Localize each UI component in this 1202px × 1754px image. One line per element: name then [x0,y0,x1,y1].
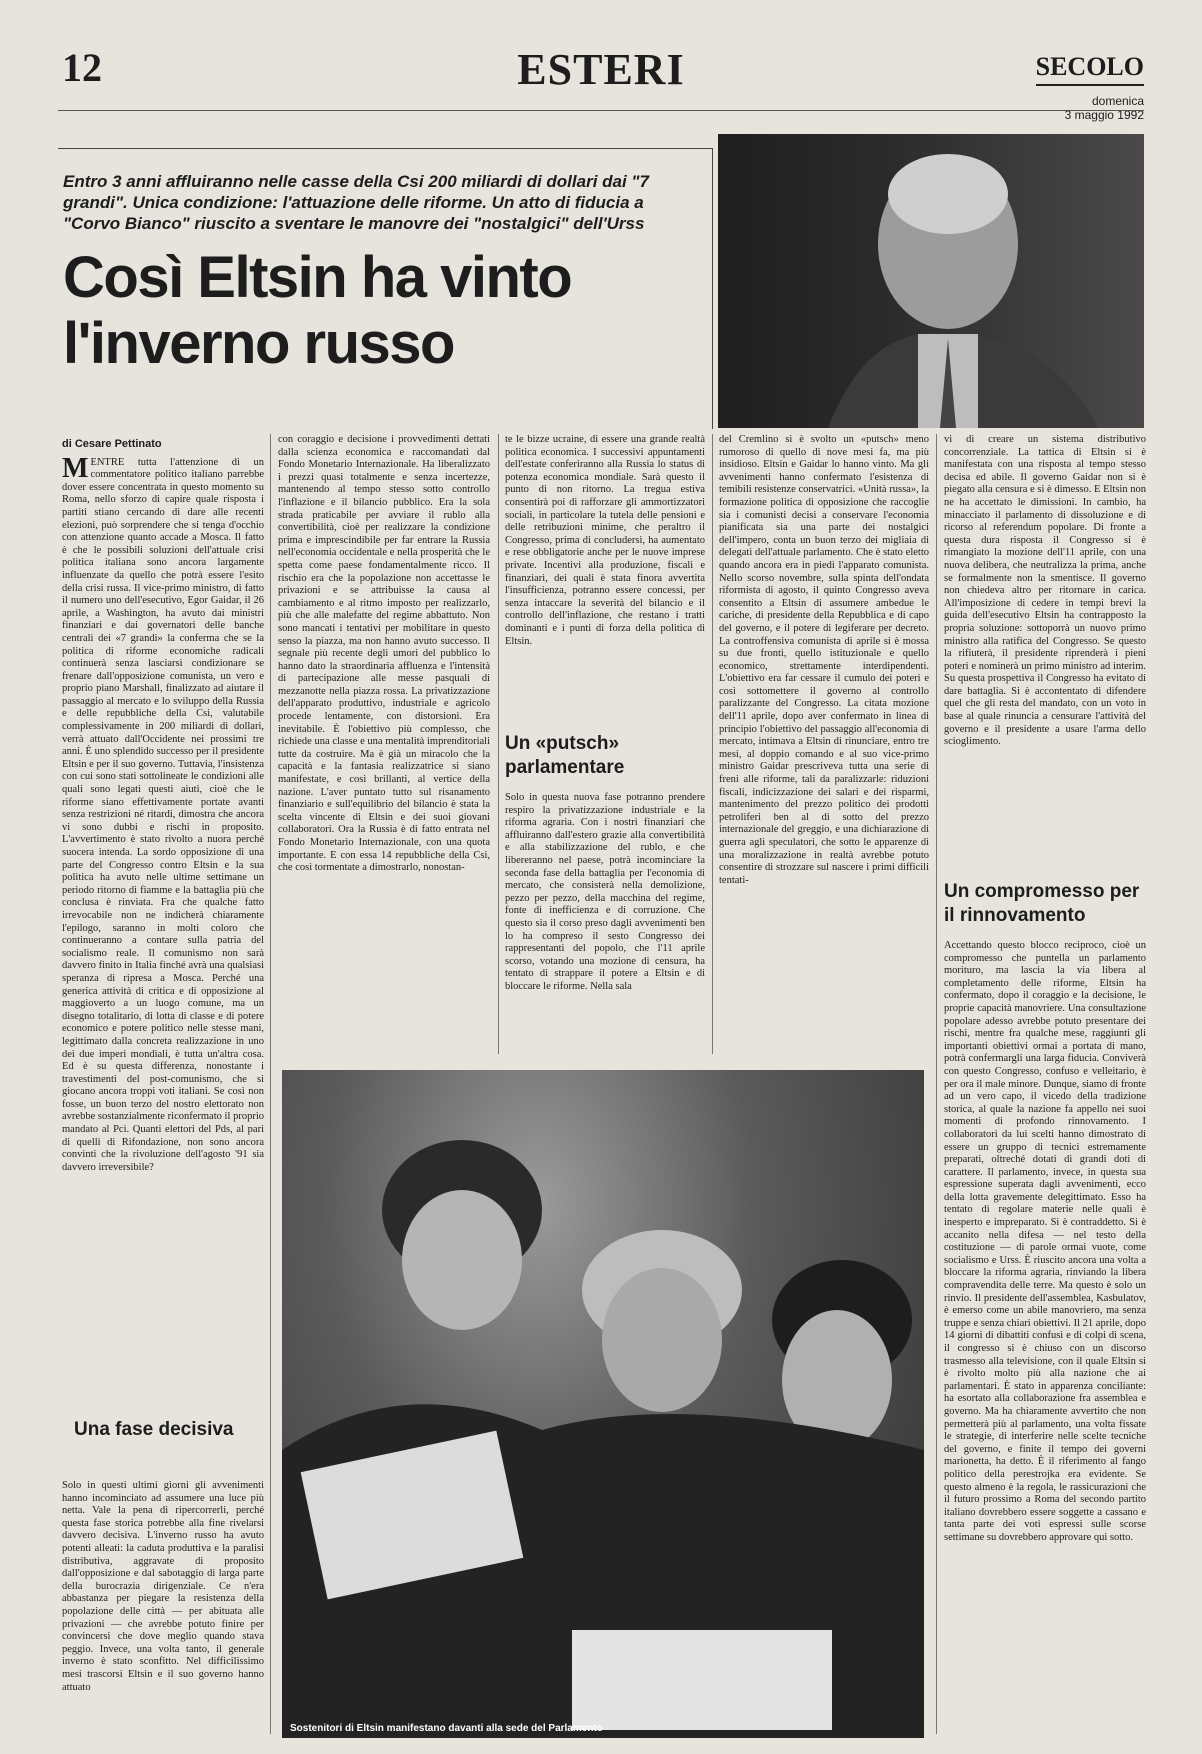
article-column-1b: Solo in questi ultimi giorni gli avvenimenti hanno incominciato ad assumere una luce più netta. Vale la pena di ripercorrerli, perché questa fase storica potrebbe alla fine rivelarsi davvero decisiva. L'inverno russo ha avuto potenti alleati: la caduta produttiva e la paralisi distributiva, aggravate di proposito dall'opposizione e dal sabotaggio di larga parte della burocrazia dirigenziale. Ce n'era abbastanza per piegare la resistenza della popolazione delle città — per abituata alle privazioni — che avrebbe potuto finire per convincersi che dove meglio quando stava peggio. Invece, una volta tanto, il generale inverno è stato sconfitto. Nel difficilissimo mesi trascorsi Eltsin e il suo governo hanno attuato [62,1480,264,1693]
column-rule [498,434,499,1054]
crowd-photo-caption: Sostenitori di Eltsin manifestano davanti alla sede del Parlamento [290,1723,603,1734]
subhead-putsch-parlamentare: Un «putsch» parlamentare [505,733,625,778]
subhead-una-fase-decisiva: Una fase decisiva [74,1419,234,1440]
column-rule [936,434,937,1734]
masthead [1036,52,1144,122]
page-number: 12 [62,45,102,90]
newspaper-logo: SECOLO [1036,52,1144,86]
article-headline [63,245,703,377]
headline-line-1: Così Eltsin ha vinto [63,245,572,310]
issue-day: domenica [1091,94,1144,108]
article-column-1 [62,438,264,1358]
article-column-3: te le bizze ucraine, di essere una grande realtà politica economica. I successivi appuntamenti dell'estate conferiranno alla Russia lo status di potenza economica mondiale. Sarà questo il punto di non ritorno. La tregua estiva consentirà poi di rafforzare gli ammortizzatori sociali, in particolare la tutela delle pensioni e delle retribuzioni minime, che peraltro il Congresso, prima di concludersi, ha aumentato e rese obbligatorie anche per le nuove imprese private. Incentivi alla produzione, fiscali e finanziari, dei quali è stata finora avvertita l'insufficienza, potranno essere concessi, per senza intaccare la severità del bilancio e il controllo dell'inflazione, che restano i tratti dominanti e i punti di forza della politica di Eltsin. [505,434,705,647]
lead-box [58,148,713,429]
eltsin-photo [718,134,1144,428]
headline-line-2: l'inverno russo [63,311,454,376]
section-title: ESTERI [517,45,685,94]
article-kicker: Entro 3 anni affluiranno nelle casse della Csi 200 miliardi di dollari dai "7 grandi". Unica condizione: l'attuazione delle riforme. Un atto di fiducia a "Corvo Bianco" riuscito a sventare le manovre dei "nostalgici" dell'Urss [63,172,649,233]
column-rule [270,434,271,1734]
subhead-compromesso: Un compromesso per il rinnovamento [944,881,1140,926]
article-column-4: del Cremlino si è svolto un «putsch» meno rumoroso di quello di nove mesi fa, ma più insidioso. Eltsin e Gaidar lo hanno vinto. Ma gli avvenimenti hanno confermato l'esistenza di temibili resistenze conservatrici. «Unità russa», la formazione politica di opposizione che raccoglie sia i comunisti decisi a conservare l'economia pianificata sia una parte dei nostalgici dell'impero, conta un buon terzo dei migliaia di delegati dell'attuale parlamento. Che è stato eletto quando ancora era in piedi l'apparato comunista. Nello scorso novembre, sulla spinta dell'ondata riformista di agosto, il quinto Congresso aveva consentito a Eltsin di assumere ambedue le cariche, di presidente della Repubblica e di capo del governo, e il potere di legiferare per decreto. La controffensiva comunista di aprile si è mossa su due fronti, quello istituzionale e quello economico, strettamente interdipendenti. L'obiettivo era far cessare il cumulo dei poteri e così sottomettere il governo al controllo paralizzante del Congresso. La citata mozione dell'11 aprile, dopo aver confermato in linea di principio l'obiettivo del passaggio all'economia di mercato, intimava a Eltsin di rinunciare, entro tre mesi, al doppio comando e al suo vice-primo ministro Gaidar prescriveva tutta una serie di freni alle riforme, tali da paralizzarle: riduzioni fiscali, indicizzazione dei salari e dei risparmi, mantenimento del prezzo politico dei prodotti petroliferi ben al di sotto del prezzo internazionale del greggio, e una dichiarazione di guerra agli speculatori, che sotto le apparenze di una moralizzazione in realtà avrebbe potuto consentire di strozzare sul nascere i primi difficili tentati- [719,434,929,886]
article-column-2: con coraggio e decisione i provvedimenti dettati dalla scienza economica e raccomandati dal Fondo Monetario Internazionale. Ha liberalizzato i prezzi quasi totalmente e senza incertezze, mantenendo al tempo stesso sotto controllo l'inflazione e il bilancio pubblico. Era la sola strada praticabile per avviare il rublo alla convertibilità, cioè per realizzare la condizione prima e imprescindibile per far entrare la Russia nell'economia occidentale e nella prosperità che le spetta come paese fondamentalmente ricco. Il rischio era che la popolazione non accettasse le privazioni e se attribuisse la causa al cambiamento e al ritmo imposto per realizzarlo, più che alle malefatte del regime abbattuto. Non sono mancati i tentativi per mobilitare in questo senso la piazza, ma non hanno avuto successo. Il segnale più recente degli umori del pubblico lo hanno dato la straordinaria affluenza e l'intensità di partecipazione alle messe pasquali di mezzanotte nella piazza rossa. La privatizzazione dell'apparato produttivo, industriale e agricolo procede lentamente, con distorsioni. Era inevitabile. È l'obiettivo più complesso, che richiede una classe e una mentalità imprenditoriali tutte da costruire. Ma è già un miracolo che la capacità e la fantasia realizzatrice si siano manifestate, e così brillanti, al vertice della nazione. L'aver puntato tutto sul risanamento finanziario e sull'equilibrio del bilancio è stata la scelta vincente di Eltsin e dei suoi giovani collaboratori. Ora la Russia è di fatto entrata nel Fondo Monetario Internazionale, con una quota importante. E con essa 14 repubbliche della Csi, che così tormentate a dimostrarlo, nonostan- [278,434,490,874]
dropcap: M [62,452,89,484]
crowd-photo [282,1070,924,1738]
article-column-5: vi di creare un sistema distributivo concorrenziale. La tattica di Eltsin si è manifestata con una risposta al tempo stesso decisa ed abile. Il governo Gaidar non si è piegato alla censura e si è dimesso. E Eltsin non ne ha accettato le dimissioni. In cambio, ha minacciato il parlamento di dissoluzione e di ricorso al referendum popolare. Di fronte a questa dura risposta il Congresso si è rimangiato la mozione dell'11 aprile, con una nuova delibera, che neutralizza la prima, anche se formalmente non la smentisce. Il governo non chiedeva altro per ritornare in carica. All'imposizione di cedere in tempi brevi la guida dell'esecutivo Eltsin ha contrapposto la propria soluzione: sottoporrà un nuovo primo ministro alla ratifica del Congresso. Se questo la rifiuterà, il presidente riprenderà i pieni poteri e nominerà un primo ministro ad interim. Su questa prospettiva il Congresso ha evitato di dare battaglia. Si è accontentato di difendere quel che gli resta del mandato, con un voto in base al quale rinuncia a censurare l'attività del governo e il presidente a usare l'arma dello scioglimento. [944,434,1146,748]
article-column-3b: Solo in questa nuova fase potranno prendere respiro la privatizzazione industriale e la riforma agraria. Con i nostri finanziari che affluiranno dall'estero grazie alla convertibilità e alla stabilizzazione del rublo, e che libereranno nel paese, potrà incominciare la seconda fase della battaglia per l'economia di mercato, che consisterà nella demolizione, pezzo per pezzo, della macchina del regime, fonte di inefficienza e di corruzione. Che questo sia il corso preso dagli avvenimenti ben lo ha compreso il sesto Congresso dei rappresentanti del popolo, che l'11 aprile scorso, votando una mozione di censura, ha tentato di strappare il potere a Eltsin e di bloccare le riforme. Nella sala [505,792,705,992]
eltsin-photo-image [718,134,1144,428]
article-column-5b: Accettando questo blocco reciproco, cioè un compromesso che puntella un parlamento morituro, ma lascia la via libera al completamento delle riforme, Eltsin ha confermato, dopo il coraggio e la decisione, le proprie capacità manovriere. Una consultazione popolare adesso avrebbe potuto presentare dei rischi, mentre fra qualche mese, raggiunti gli importanti obiettivi ormai a portata di mano, potrà confermargli una larga fiducia. Conviverà con questo Congresso, confuso e velleitario, è per ora il male minore. Dunque, siamo di fronte ad un vero capo, il vicedo della tradizione storica, al quale la nazione fa appello nei suoi momenti di profondo rinnovamento. I collaboratori da lui scelti hanno dimostrato di essere un gruppo di tecnici estremamente preparati, oltreché dotati di grandi doti di carattere. Il parlamento, invece, in questa sua espressione superata dagli avvenimenti, ecco della lotta gravemente delegittimato. Esso ha tentato di regolare materie nelle quali è inesperto e impreparato. Si è contraddetto. Si è accanito nella difesa — nel testo della costituzione — di parole ormai vuote, come socialismo e Urss. È riuscito ancora una volta a bloccare la riforma agraria, rinviando la libera compravendita delle terre. Ma questo è solo un rinvio. Il presidente dell'assemblea, Kasbulatov, è emerso come un abile manovriero, ma senza truppe e senza chiari obiettivi. Il 21 aprile, dopo 14 giorni di dibattiti confusi e di colpi di scena, il congresso si è chiuso con un discorso trasmesso alla televisione, con il quale Eltsin si è rivolto molto più alla nazione che ai parlamentari. È stato in apparenza conciliante: ha esortato alla collaborazione fra assemblea e governo. Ma ha chiaramente avvertito che non permetterà più al parlamento, una volta fissate le strategie, di interferire nelle scelte tecniche del governo, e finite il tempo dei governi marionetta, ha detto. È il riferimento al fango politico della perestrojka era evidente. Se questo almeno è la regola, le rassicurazioni che il futuro prossimo a Roma del secondo partito italiano dovrebbero essere soggette a cassano e tanta parte dei voti espressi sulle scorse settimane su dovrebbero approvare qui sotto. [944,940,1146,1543]
column-rule [712,434,713,1054]
crowd-photo-image [282,1070,924,1738]
column-1-text: ENTRE tutta l'attenzione di un commentatore politico italiano parrebbe dover essere concentrata in questo momento su Roma, nello sforzo di capire quale risposta i partiti stiano cercando di dare alle recenti elezioni, può sorprendere che si tenga d'occhio con attenzione quanto accade a Mosca. Il fatto è che le possibili soluzioni dell'attuale crisi politica italiana sono ancora largamente influenzate da quello che potrà essere l'esito della crisi russa. Il vice-primo ministro, di fatto il numero uno dell'esecutivo, Egor Gaidar, il 26 aprile, a Washington, ha avuto dai ministri finanziari e dai governatori delle banche centrali dei «7 grandi» la conferma che se la politica di riforme economiche radicali continuerà senza lasciarsi condizionare se frenare dall'opposizione comunista, un vero e proprio piano Marshall, finalizzato ad aiutare il passaggio al mercato e lo sviluppo della Russia e delle repubbliche della Csi, valutabile complessivamente in 200 miliardi di dollari, verrà attuato dall'Occidente nei prossimi tre anni. È uno splendido successo per il presidente Eltsin e per il suo governo. Tuttavia, l'insistenza con cui sono stati sottolineate le condizioni alle quali sono legati questi aiuti, cioè che le riforme siano effettivamente portate avanti senza restrizioni né ritardi, dimostra che ancora vi sono dubbi e rischi in proposito. L'avvertimento è stato rivolto a nuora perché suocera intenda. La sordo opposizione di una parte del Congresso contro Eltsin e la sua politica ha avuto nelle ultime settimane un periodo ritorno di fiamme e la battaglia più che conclusa è rinviata. Fra che qualche fatto irrevocabile non ne indicherà chiaramente l'epilogo, saranno in molti coloro che continueranno a contare sulla patria del socialismo reale. Il comunismo non sarà davvero finito in Italia finché avrà una qualsiasi speranza di ripresa a Mosca. Perché una generica attività di critica e di opposizione al maggioverto a un luogo comune, ma un disegno totalitario, di lotta di classe e di potere economico e potere politico nelle stesse mani, legittimato dalla concreta realizzazione in uno dei due imperi mondiali, è tutta un'altra cosa. Ed è su questa differenza, nonostante i travestimenti del post-comunismo, che si giocano ancora troppi voti italiani. Se così non fosse, un buon terzo del nostro elettorato non avrebbe sostanzialmente riconfermato il proprio mandato al Pci. Quanti elettori del Pds, al pari di quelli di Rifondazione, non sono ancora convinti che la rivoluzione dell'agosto '91 sia davvero irreversibile? [62,456,264,1173]
issue-date: 3 maggio 1992 [1064,108,1144,122]
byline: di Cesare Pettinato [62,438,162,450]
header-rule [58,110,1144,111]
